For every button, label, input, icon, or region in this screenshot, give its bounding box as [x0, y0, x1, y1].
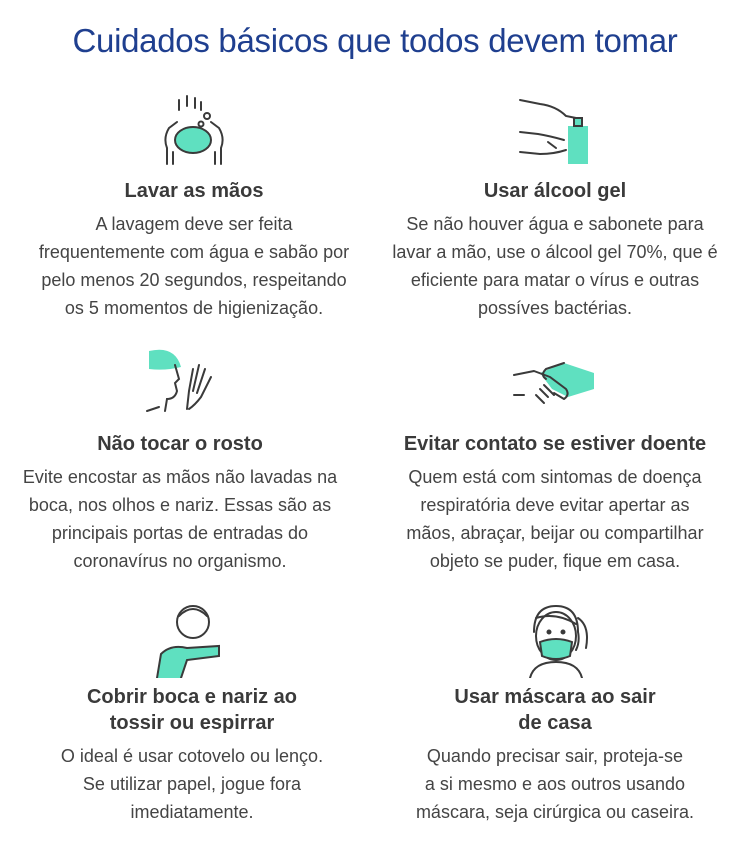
- card-heading: Cobrir boca e nariz ao tossir ou espirrar: [86, 686, 298, 734]
- page-title: Cuidados básicos que todos devem tomar: [72, 22, 678, 59]
- card-heading: Evitar contato se estiver doente: [403, 433, 707, 455]
- wash-hands-icon: [149, 92, 239, 172]
- card-wash-hands: [14, 92, 374, 322]
- card-heading: Não tocar o rosto: [97, 433, 263, 455]
- card-wear-mask: [375, 598, 735, 826]
- card-heading: Usar máscara ao sair de casa: [454, 686, 656, 734]
- card-body: Se não houver água e sabonete para lavar a mão, use o álcool gel 70%, que é eficiente para matar o vírus e outras possíves bactérias.: [392, 214, 718, 318]
- handshake-icon: [510, 345, 600, 425]
- card-body: Quem está com sintomas de doença respiratória deve evitar apertar as mãos, abraçar, beijar ou compartilhar objeto se puder, fique em casa.: [406, 467, 704, 571]
- face-mask-icon: [510, 598, 600, 678]
- card-heading: Lavar as mãos: [124, 180, 264, 202]
- card-hand-sanitizer: [375, 92, 735, 322]
- card-body: Quando precisar sair, proteja-se a si mesmo e aos outros usando máscara, seja cirúrgica ou caseira.: [415, 746, 695, 822]
- cough-elbow-icon: [147, 598, 237, 678]
- card-avoid-contact: [375, 345, 735, 575]
- card-no-touch-face: [0, 345, 360, 575]
- hand-sanitizer-icon: [510, 92, 600, 172]
- card-heading: Usar álcool gel: [483, 180, 627, 202]
- card-body: O ideal é usar cotovelo ou lenço. Se utilizar papel, jogue fora imediatamente.: [60, 746, 324, 822]
- card-body: A lavagem deve ser feita frequentemente com água e sabão por pelo menos 20 segundos, respeitando os 5 momentos de higienização.: [38, 214, 350, 318]
- card-cover-cough: [12, 598, 372, 826]
- card-body: Evite encostar as mãos não lavadas na boca, nos olhos e nariz. Essas são as principais portas de entradas do coronavírus no organismo.: [22, 467, 338, 571]
- no-touch-face-icon: [135, 345, 225, 425]
